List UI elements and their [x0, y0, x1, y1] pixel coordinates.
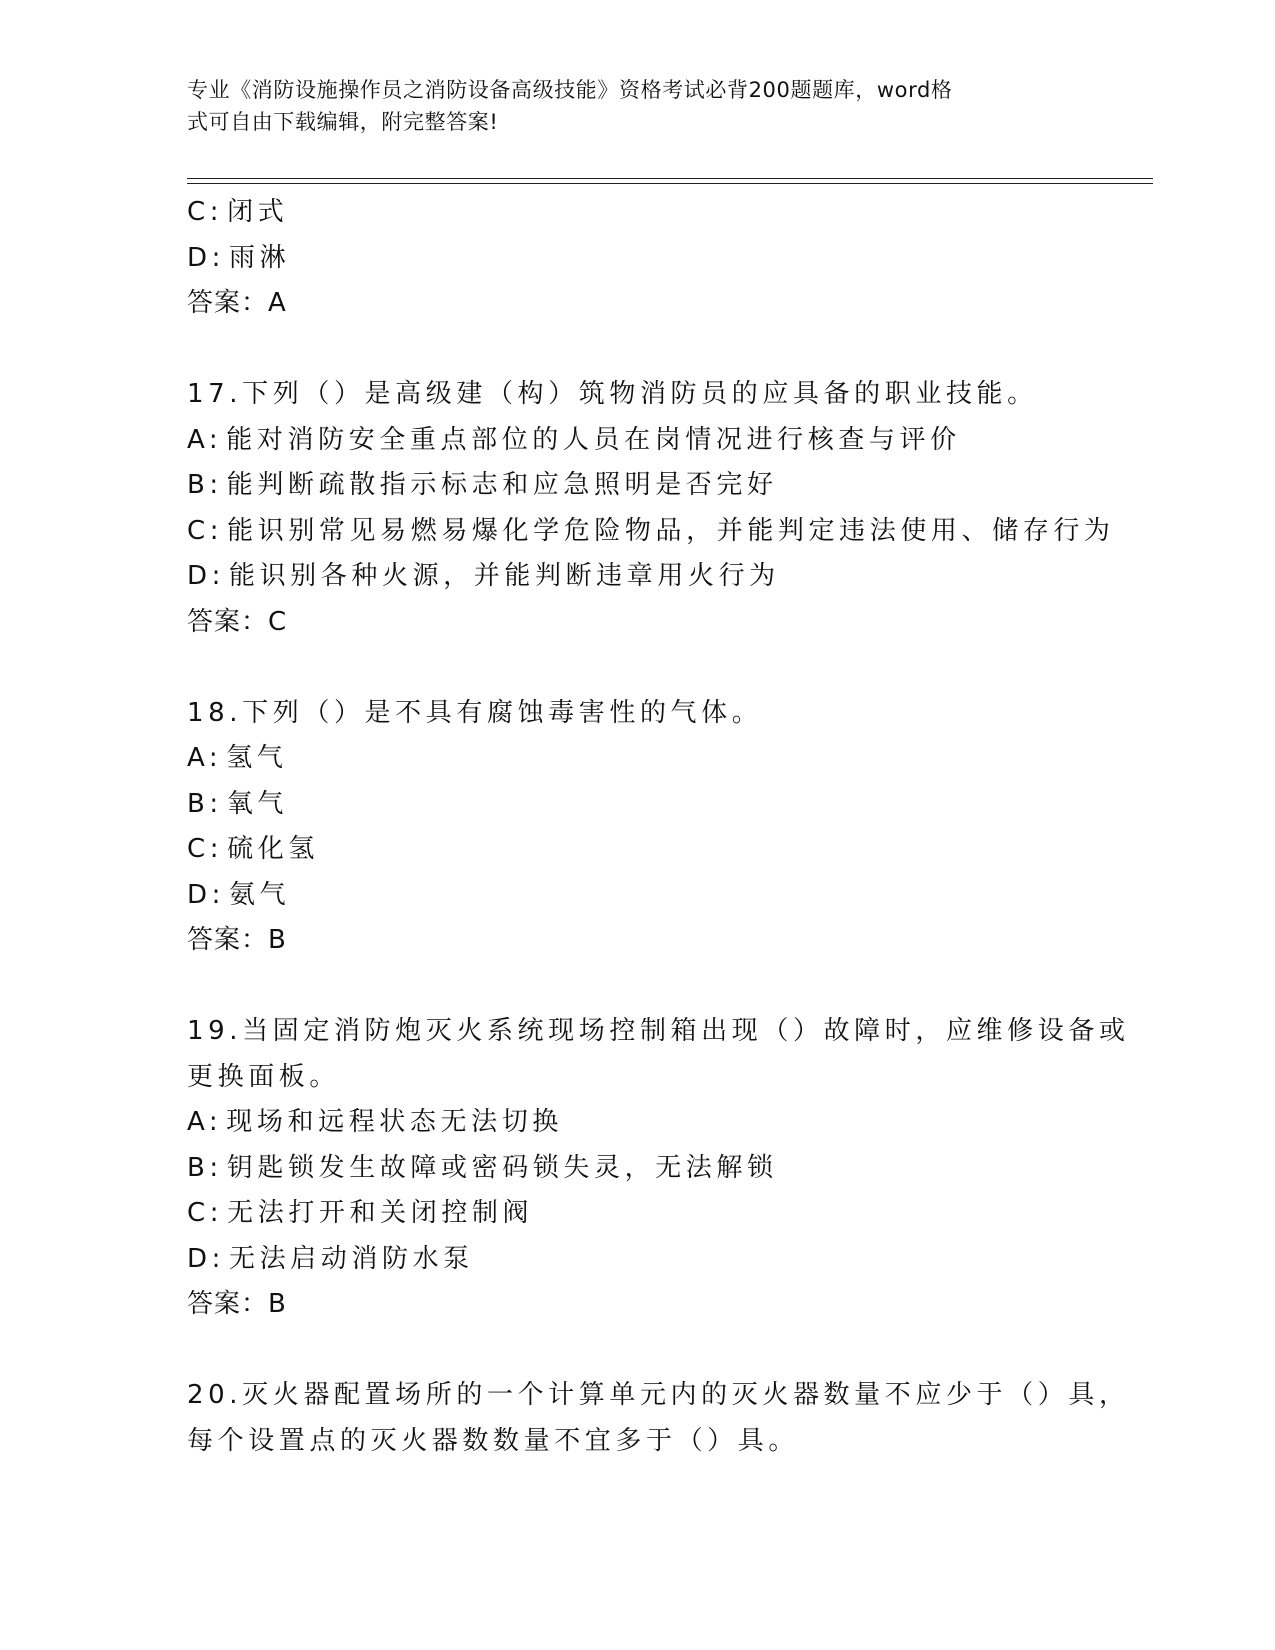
option-c	[187, 190, 1087, 236]
question-18	[187, 691, 1087, 964]
header-line-2: 式可自由下载编辑，附完整答案!	[187, 110, 499, 134]
question-stem-line-2: 每个设置点的灭火器数数量不宜多于（）具。	[187, 1425, 800, 1456]
option-text: 雨淋	[228, 242, 291, 273]
question-stem-line-1: 20.灭火器配置场所的一个计算单元内的灭火器数量不应少于（）具，	[187, 1380, 1130, 1410]
option-text: 无法启动消防水泵	[228, 1243, 474, 1274]
option-key: A:	[187, 743, 223, 773]
question-list	[187, 190, 1130, 1464]
option-key: D:	[187, 242, 225, 273]
option-b	[187, 782, 1087, 828]
option-b	[187, 1146, 1087, 1192]
option-text: 能判断疏散指示标志和应急照明是否完好	[226, 470, 778, 500]
spacer	[187, 964, 1087, 1010]
option-key: C:	[187, 197, 224, 227]
option-key: A:	[187, 424, 223, 455]
option-c	[187, 509, 1115, 555]
document-header	[187, 74, 1067, 138]
question-16-continuation	[187, 190, 1087, 327]
question-stem: 17.下列（）是高级建（构）筑物消防员的应具备的职业技能。	[187, 379, 1038, 409]
option-key: C:	[187, 515, 224, 546]
option-key: C:	[187, 1198, 224, 1228]
option-text: 能识别常见易燃易爆化学危险物品，并能判定违法使用、储存行为	[227, 515, 1115, 546]
option-text: 无法打开和关闭控制阀	[227, 1198, 534, 1228]
option-a	[187, 418, 1087, 464]
option-c	[187, 1191, 1087, 1237]
header-rule-bottom	[187, 183, 1153, 184]
answer-line: 答案：C	[187, 606, 288, 637]
question-stem-line-1: 19.当固定消防炮灭火系统现场控制箱出现（）故障时，应维修设备或	[187, 1016, 1130, 1046]
question-stem: 18.下列（）是不具有腐蚀毒害性的气体。	[187, 697, 763, 728]
option-key: C:	[187, 834, 224, 864]
option-d	[187, 236, 1087, 282]
option-key: B:	[187, 1152, 223, 1183]
answer-line: 答案：A	[187, 288, 287, 318]
option-d	[187, 873, 1087, 919]
option-text: 钥匙锁发生故障或密码锁失灵，无法解锁	[226, 1152, 778, 1183]
option-c	[187, 827, 1087, 873]
option-text: 氧气	[226, 788, 288, 819]
option-text: 氢气	[226, 743, 288, 773]
option-d	[187, 1237, 1087, 1283]
option-text: 闭式	[227, 197, 289, 227]
option-key: A:	[187, 1107, 223, 1137]
option-a	[187, 736, 1087, 782]
spacer	[187, 645, 1087, 691]
option-b	[187, 463, 1087, 509]
header-line-1: 专业《消防设施操作员之消防设备高级技能》资格考试必背200题题库，word格	[187, 78, 953, 102]
option-text: 能识别各种火源，并能判断违章用火行为	[228, 561, 780, 591]
option-key: B:	[187, 470, 223, 500]
option-key: D:	[187, 879, 225, 910]
option-text: 氨气	[228, 879, 291, 910]
spacer	[187, 1328, 1087, 1374]
header-rule-top	[187, 178, 1153, 179]
question-20	[187, 1373, 1130, 1464]
question-17	[187, 372, 1115, 645]
option-key: D:	[187, 561, 225, 591]
spacer	[187, 327, 1087, 373]
option-d	[187, 554, 1087, 600]
option-key: D:	[187, 1243, 225, 1274]
option-text: 硫化氢	[227, 834, 319, 864]
option-key: B:	[187, 788, 223, 819]
option-text: 现场和远程状态无法切换	[226, 1107, 563, 1137]
question-19	[187, 1009, 1130, 1328]
question-stem-line-2: 更换面板。	[187, 1061, 341, 1092]
option-text: 能对消防安全重点部位的人员在岗情况进行核查与评价	[226, 424, 961, 455]
answer-line: 答案：B	[187, 1289, 287, 1319]
answer-line: 答案：B	[187, 925, 287, 955]
option-a	[187, 1100, 1087, 1146]
